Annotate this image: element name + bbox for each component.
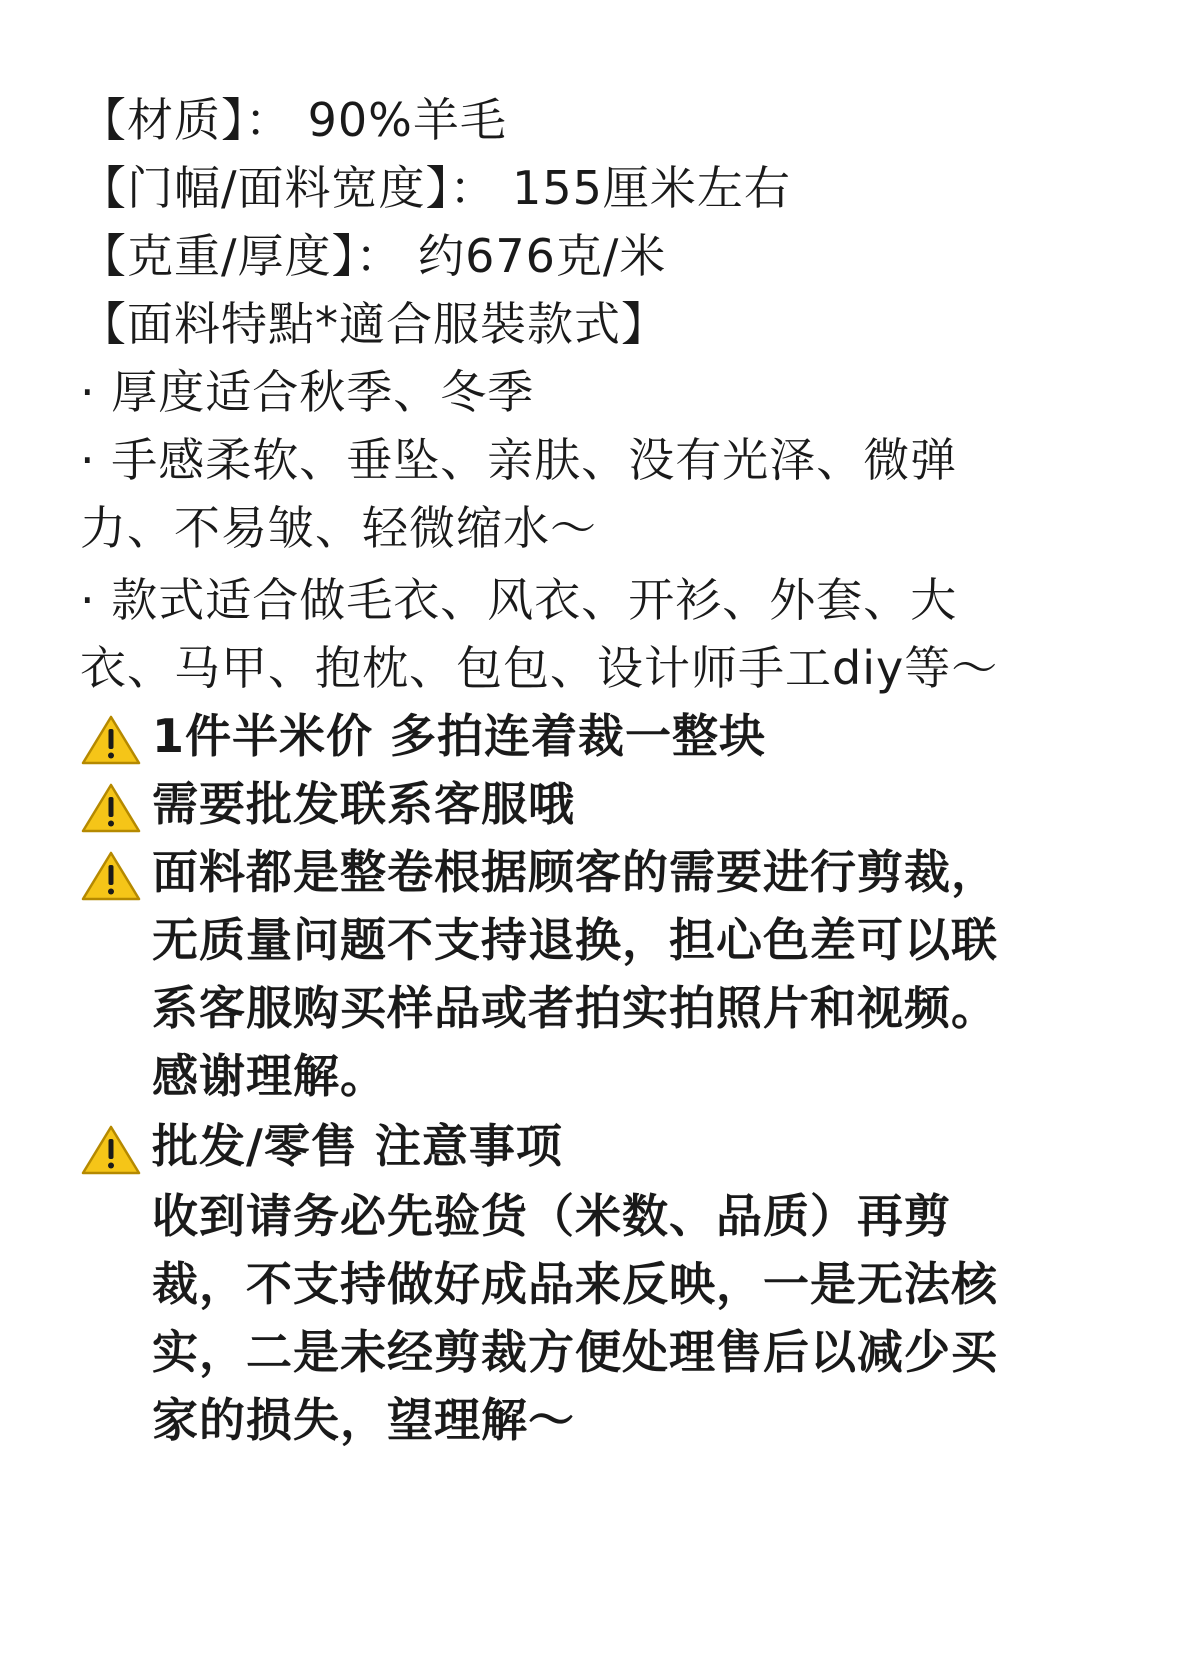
notice-wholesale-text: 需要批发联系客服哦 — [152, 777, 575, 831]
notice-cutting-text: 面料都是整卷根据顾客的需要进行剪裁， — [152, 845, 998, 899]
notice-terms-line5: 家的损失，望理解～ — [152, 1393, 575, 1447]
bullet-styles-cont: 衣、马甲、抱枕、包包、设计师手工diy等～ — [80, 641, 999, 695]
notice-half-meter-text: 1件半米价 多拍连着裁一整块 — [152, 709, 767, 763]
features-heading: 【面料特點*適合服裝款式】 — [80, 297, 668, 351]
notice-cutting-line2: 无质量问题不支持退换，担心色差可以联 — [152, 913, 998, 967]
notice-cutting-line3: 系客服购买样品或者拍实拍照片和视频。 — [152, 981, 998, 1035]
warning-icon — [80, 714, 142, 766]
notice-terms-title: 批发/零售 注意事项 — [152, 1119, 563, 1173]
bullet-hand-feel-cont: 力、不易皱、轻微缩水～ — [80, 501, 597, 555]
warning-icon — [80, 850, 142, 902]
material-spec: 【材质】： 90%羊毛 — [80, 93, 507, 147]
warning-icon — [80, 1124, 142, 1176]
notice-cutting-line4: 感谢理解。 — [152, 1049, 387, 1103]
notice-terms-line2: 收到请务必先验货（米数、品质）再剪 — [152, 1189, 951, 1243]
notice-terms-line3: 裁，不支持做好成品来反映，一是无法核 — [152, 1257, 998, 1311]
bullet-styles: · 款式适合做毛衣、风衣、开衫、外套、大 — [80, 573, 958, 627]
weight-spec: 【克重/厚度】： 约676克/米 — [80, 229, 667, 283]
warning-icon — [80, 782, 142, 834]
notice-terms-line4: 实，二是未经剪裁方便处理售后以减少买 — [152, 1325, 998, 1379]
bullet-season: · 厚度适合秋季、冬季 — [80, 365, 535, 419]
bullet-hand-feel: · 手感柔软、垂坠、亲肤、没有光泽、微弹 — [80, 433, 958, 487]
width-spec: 【门幅/面料宽度】： 155厘米左右 — [80, 161, 791, 215]
